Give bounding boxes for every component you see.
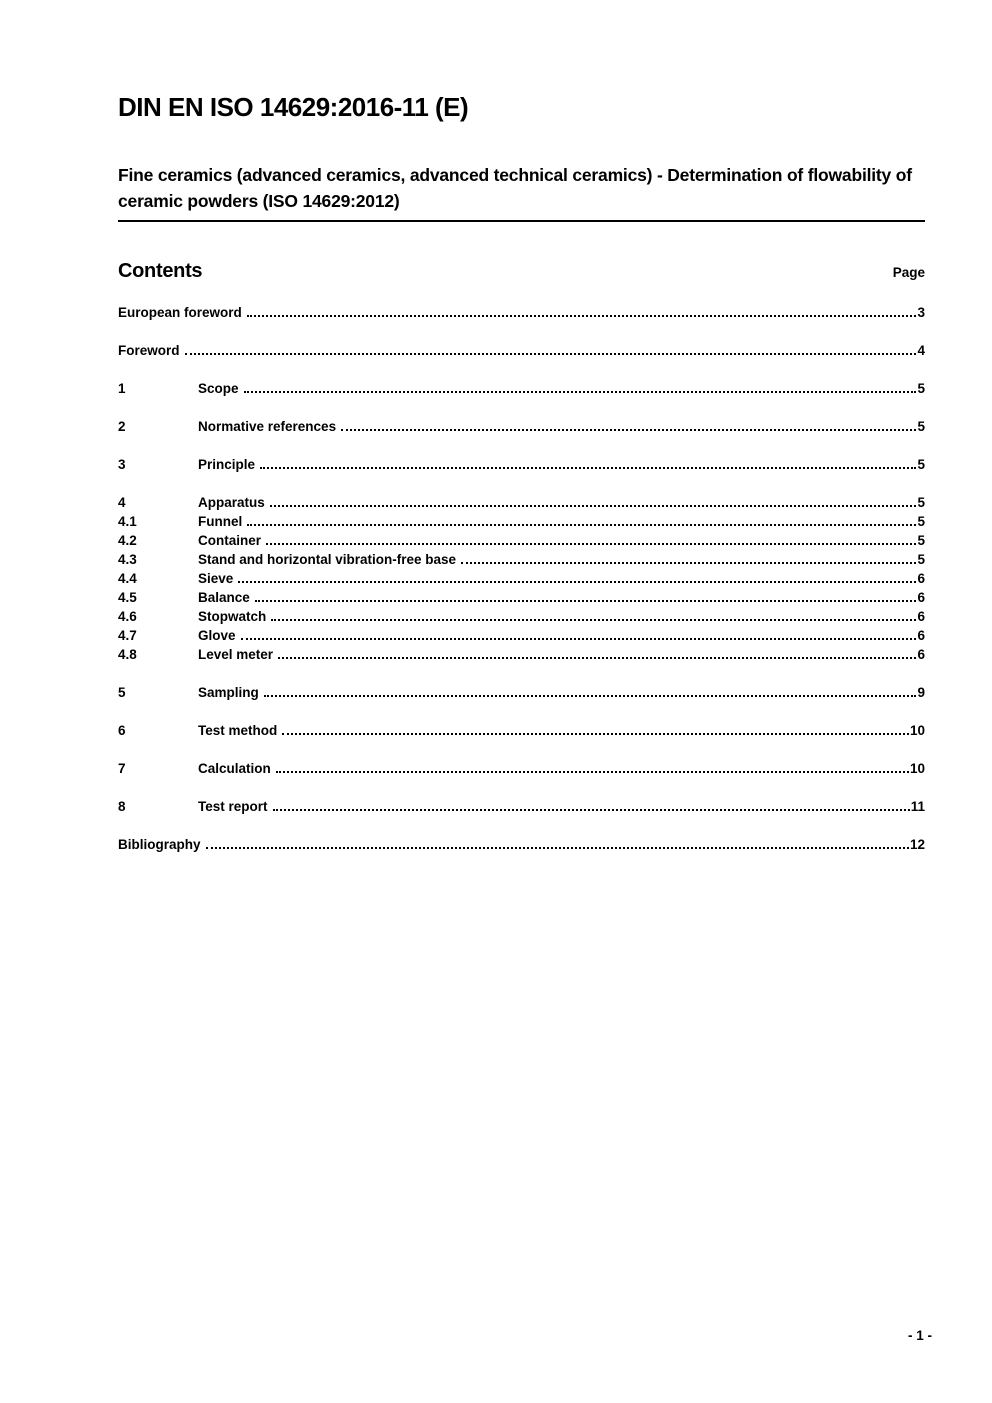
toc-entry-number: 4.2 <box>118 533 137 548</box>
toc-entry-number: 8 <box>118 799 126 814</box>
toc-entry <box>118 569 925 588</box>
toc-entry <box>118 303 925 322</box>
document-title: DIN EN ISO 14629:2016-11 (E) <box>118 92 469 122</box>
toc-entry-label: Sieve <box>198 571 234 586</box>
toc-entry <box>118 721 925 740</box>
toc-entry-page: 12 <box>909 837 925 852</box>
toc-entry-page: 5 <box>917 381 925 396</box>
toc-entry <box>118 417 925 436</box>
toc-entry-page: 4 <box>917 343 925 358</box>
toc-entry-number: 5 <box>118 685 126 700</box>
toc-entry <box>118 455 925 474</box>
toc-entry-label: Normative references <box>198 419 337 434</box>
toc-entry-page: 6 <box>917 628 925 643</box>
toc-entry-page: 6 <box>917 590 925 605</box>
toc-entry-page: 5 <box>917 495 925 510</box>
toc-entry-page: 3 <box>917 305 925 320</box>
toc-entry-number: 7 <box>118 761 126 776</box>
leader-dots <box>264 684 917 697</box>
toc-entry-label: Stand and horizontal vibration-free base <box>198 552 457 567</box>
toc-entry <box>118 588 925 607</box>
leader-dots <box>241 627 917 640</box>
toc-entry-page: 5 <box>917 419 925 434</box>
leader-dots <box>206 836 909 849</box>
document-subtitle: Fine ceramics (advanced ceramics, advanced technical ceramics) - Determination of flowability of ceramic powders (ISO 14629:2012) <box>118 162 925 222</box>
leader-dots <box>247 513 916 526</box>
toc-entry-number: 4.4 <box>118 571 137 586</box>
toc-entry <box>118 512 925 531</box>
leader-dots <box>278 646 916 659</box>
leader-dots <box>244 380 917 393</box>
toc-list <box>118 303 925 854</box>
toc-entry-page: 6 <box>917 647 925 662</box>
toc-entry-label: Scope <box>198 381 239 396</box>
toc-entry <box>118 759 925 778</box>
toc-entry-page: 9 <box>917 685 925 700</box>
leader-dots <box>238 570 916 583</box>
toc-entry-label: Funnel <box>198 514 243 529</box>
toc-entry-page: 6 <box>917 609 925 624</box>
toc-entry-number: 6 <box>118 723 126 738</box>
leader-dots <box>282 722 909 735</box>
toc-entry-label: European foreword <box>118 305 242 320</box>
toc-entry-label: Foreword <box>118 343 180 358</box>
toc-entry-number: 1 <box>118 381 126 396</box>
leader-dots <box>271 608 916 621</box>
toc-entry-label: Sampling <box>198 685 259 700</box>
toc-entry <box>118 493 925 512</box>
leader-dots <box>260 456 916 469</box>
toc-entry-label: Test method <box>198 723 278 738</box>
toc-entry-page: 10 <box>909 723 925 738</box>
toc-entry-number: 4.5 <box>118 590 137 605</box>
leader-dots <box>461 551 916 564</box>
leader-dots <box>247 304 917 317</box>
leader-dots <box>341 418 916 431</box>
toc-entry-label: Balance <box>198 590 250 605</box>
toc-entry-number: 4.8 <box>118 647 137 662</box>
page-content <box>118 0 925 854</box>
toc-entry-number: 4.3 <box>118 552 137 567</box>
leader-dots <box>266 532 916 545</box>
leader-dots <box>255 589 917 602</box>
toc-entry-page: 6 <box>917 571 925 586</box>
toc-entry-label: Test report <box>198 799 268 814</box>
toc-entry <box>118 797 925 816</box>
toc-entry <box>118 341 925 360</box>
toc-entry <box>118 607 925 626</box>
toc-entry-label: Level meter <box>198 647 274 662</box>
toc-entry-label: Stopwatch <box>198 609 267 624</box>
leader-dots <box>270 494 917 507</box>
toc-entry <box>118 683 925 702</box>
contents-header-row <box>118 258 925 284</box>
toc-entry-label: Container <box>198 533 262 548</box>
toc-entry <box>118 626 925 645</box>
toc-entry <box>118 835 925 854</box>
leader-dots <box>276 760 909 773</box>
leader-dots <box>185 342 917 355</box>
toc-entry-number: 4.7 <box>118 628 137 643</box>
toc-entry-label: Principle <box>198 457 256 472</box>
toc-entry-page: 11 <box>910 799 925 814</box>
toc-entry-number: 4 <box>118 495 126 510</box>
toc-entry-number: 4.1 <box>118 514 137 529</box>
toc-entry-page: 5 <box>917 533 925 548</box>
toc-entry <box>118 379 925 398</box>
toc-entry-page: 10 <box>909 761 925 776</box>
toc-entry-label: Bibliography <box>118 837 201 852</box>
leader-dots <box>273 798 910 811</box>
toc-entry-label: Glove <box>198 628 236 643</box>
contents-heading: Contents <box>118 260 203 282</box>
toc-entry-label: Calculation <box>198 761 271 776</box>
footer-page-number: - 1 - <box>907 1328 932 1343</box>
toc-entry-number: 2 <box>118 419 126 434</box>
page-column-label: Page <box>892 265 925 280</box>
toc-entry <box>118 645 925 664</box>
toc-entry <box>118 531 925 550</box>
toc-entry <box>118 550 925 569</box>
toc-entry-number: 3 <box>118 457 126 472</box>
toc-entry-label: Apparatus <box>198 495 265 510</box>
toc-entry-page: 5 <box>917 514 925 529</box>
toc-entry-page: 5 <box>917 457 925 472</box>
toc-entry-number: 4.6 <box>118 609 137 624</box>
toc-entry-page: 5 <box>917 552 925 567</box>
